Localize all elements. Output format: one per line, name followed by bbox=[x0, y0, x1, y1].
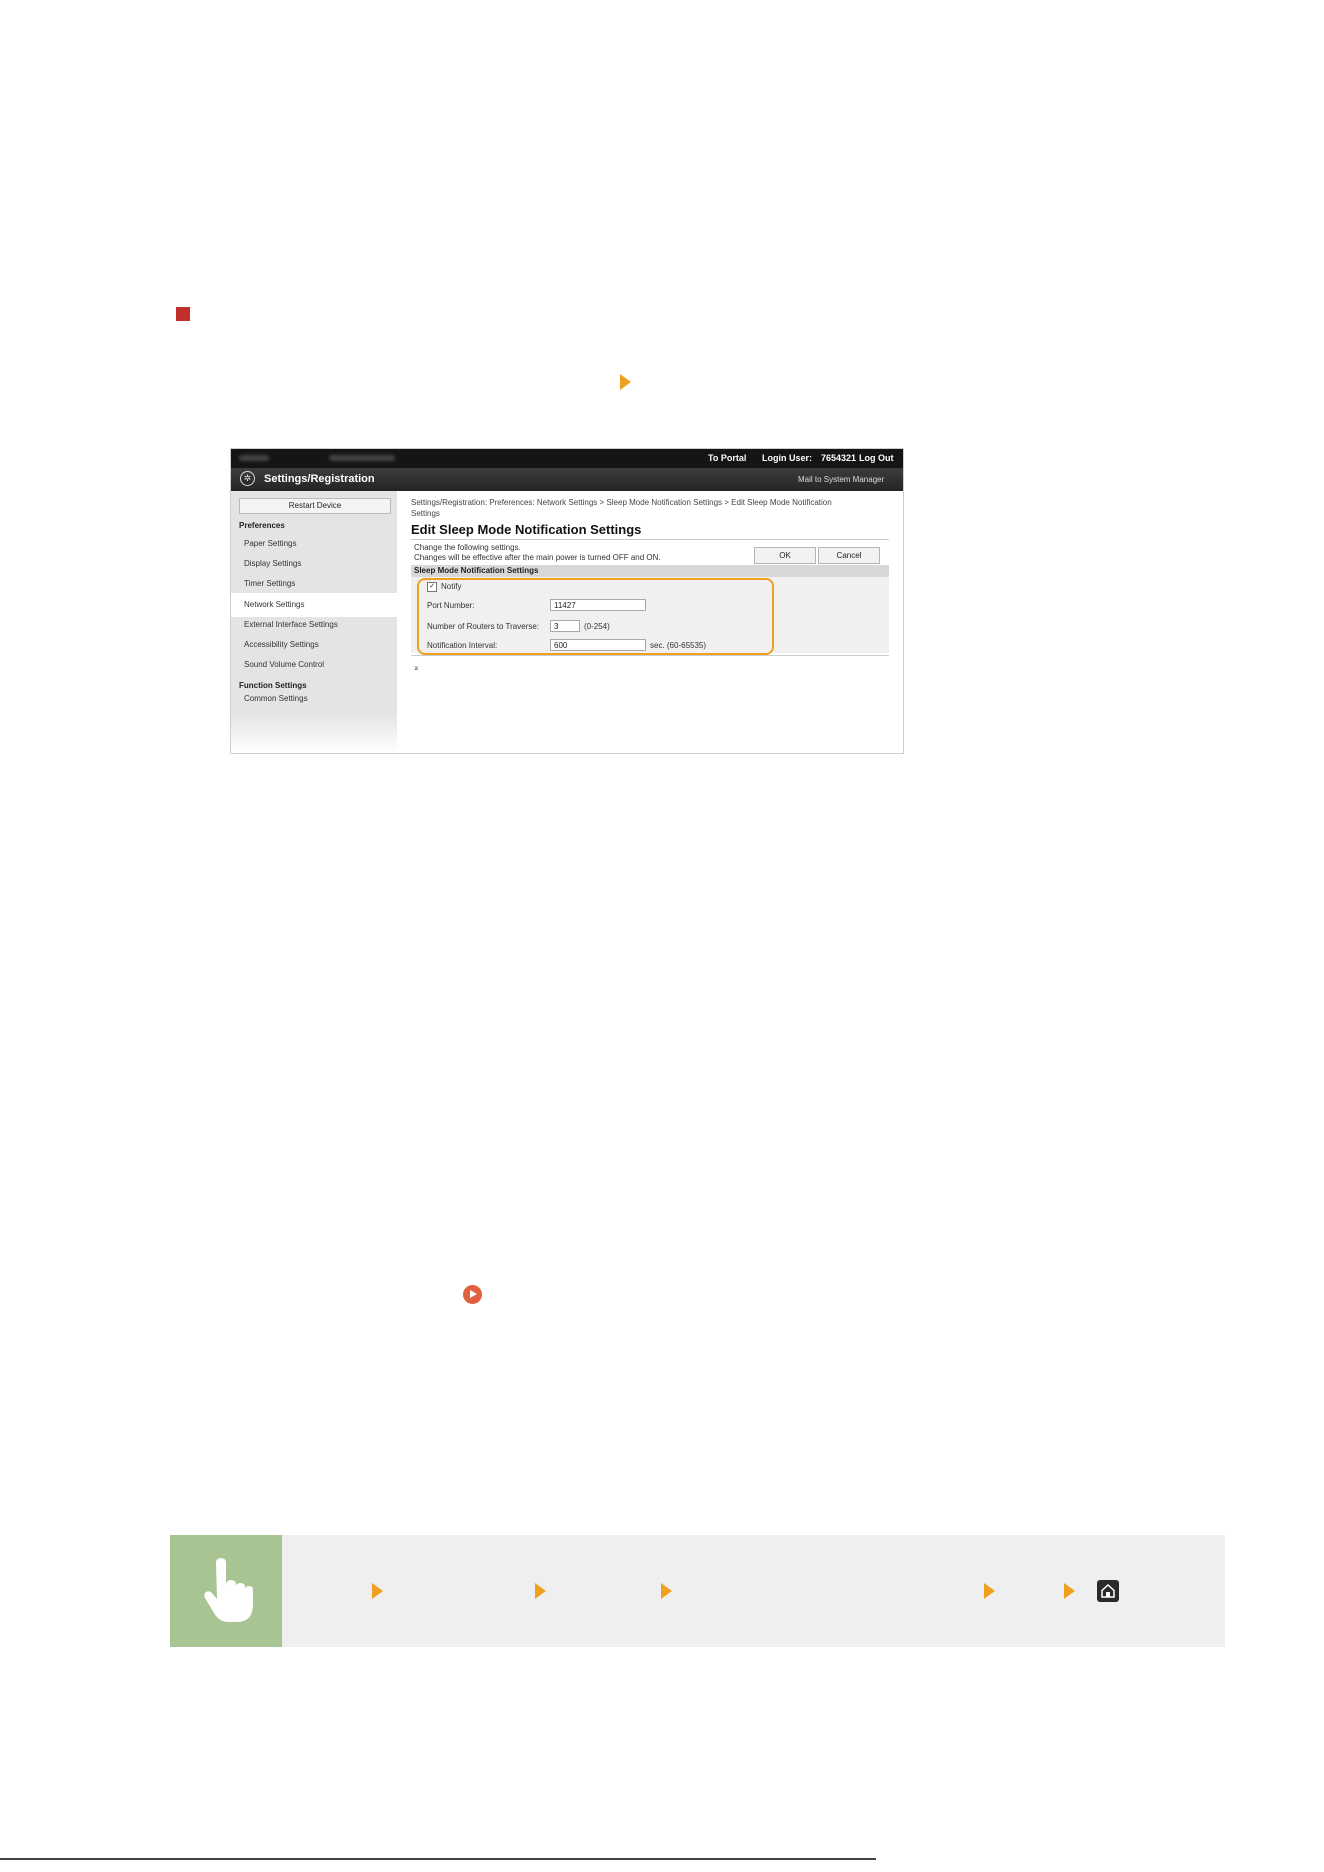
settings-gear-icon: ✲ bbox=[240, 471, 255, 486]
routers-label: Number of Routers to Traverse: bbox=[427, 622, 540, 631]
title-divider bbox=[411, 539, 889, 540]
notification-interval-label: Notification Interval: bbox=[427, 641, 498, 650]
main-panel bbox=[397, 491, 903, 753]
reference-link-icon[interactable] bbox=[463, 1285, 482, 1304]
routers-input[interactable]: 3 bbox=[550, 620, 580, 632]
notify-checkbox[interactable]: ✓ bbox=[427, 582, 437, 592]
notification-interval-input[interactable]: 600 bbox=[550, 639, 646, 651]
sidebar bbox=[231, 491, 397, 753]
sidebar-item-sound-volume-control[interactable]: Sound Volume Control bbox=[244, 660, 325, 669]
sidebar-item-timer-settings[interactable]: Timer Settings bbox=[244, 579, 296, 588]
home-key-icon bbox=[1097, 1580, 1119, 1602]
description-line-1: Change the following settings. bbox=[414, 543, 521, 552]
sidebar-item-display-settings[interactable]: Display Settings bbox=[244, 559, 302, 568]
sidebar-item-external-interface-settings[interactable]: External Interface Settings bbox=[244, 620, 338, 629]
login-user-label: Login User: bbox=[762, 453, 813, 463]
login-user-id: 7654321 bbox=[821, 453, 857, 463]
step-arrow-icon bbox=[661, 1583, 672, 1599]
preferences-heading: Preferences bbox=[239, 521, 285, 530]
step-arrow-icon bbox=[984, 1583, 995, 1599]
step-arrow-icon bbox=[535, 1583, 546, 1599]
sidebar-item-network-settings[interactable]: Network Settings bbox=[231, 593, 397, 617]
section-header: Sleep Mode Notification Settings bbox=[411, 565, 889, 577]
log-out-link[interactable]: Log Out bbox=[859, 453, 894, 463]
routers-range: (0-254) bbox=[584, 622, 610, 631]
sidebar-item-common-settings[interactable]: Common Settings bbox=[244, 694, 308, 703]
cancel-button[interactable]: Cancel bbox=[818, 547, 880, 564]
port-number-label: Port Number: bbox=[427, 601, 475, 610]
to-top-icon[interactable]: ⌅ bbox=[413, 663, 420, 672]
top-bar bbox=[231, 449, 903, 468]
footer-divider bbox=[0, 1858, 876, 1860]
step-arrow-icon bbox=[1064, 1583, 1075, 1599]
tip-hand-icon-box bbox=[170, 1535, 282, 1647]
function-settings-heading: Function Settings bbox=[239, 681, 307, 690]
sidebar-item-accessibility-settings[interactable]: Accessibility Settings bbox=[244, 640, 319, 649]
to-portal-link[interactable]: To Portal bbox=[708, 453, 747, 463]
page-title: Edit Sleep Mode Notification Settings bbox=[411, 522, 642, 537]
sidebar-fade bbox=[231, 713, 397, 753]
interval-range: sec. (60-65535) bbox=[650, 641, 707, 650]
title-bar bbox=[231, 468, 903, 491]
section-divider bbox=[411, 655, 889, 656]
ok-button[interactable]: OK bbox=[754, 547, 816, 564]
pointing-hand-icon bbox=[198, 1557, 254, 1623]
app-title: Settings/Registration bbox=[264, 473, 375, 485]
blurred-device-info bbox=[329, 455, 395, 461]
description-line-2: Changes will be effective after the main power is turned OFF and ON. bbox=[414, 553, 661, 562]
section-bullet-square bbox=[176, 307, 190, 321]
operation-panel-tip bbox=[170, 1535, 1225, 1647]
step-arrow-icon bbox=[620, 374, 631, 390]
description bbox=[414, 543, 661, 563]
restart-device-button[interactable]: Restart Device bbox=[239, 498, 391, 514]
notify-label: Notify bbox=[441, 582, 462, 591]
blurred-device-name bbox=[239, 455, 269, 461]
breadcrumb: Settings/Registration: Preferences: Network Settings > Sleep Mode Notification Settings > Edit Sleep Mode Notification Settings bbox=[411, 498, 832, 518]
highlight-frame bbox=[417, 578, 774, 655]
mail-system-manager-link[interactable]: Mail to System Manager bbox=[798, 475, 885, 484]
port-number-input[interactable]: 11427 bbox=[550, 599, 646, 611]
remote-ui-screenshot bbox=[231, 449, 903, 753]
step-arrow-icon bbox=[372, 1583, 383, 1599]
sidebar-item-paper-settings[interactable]: Paper Settings bbox=[244, 539, 297, 548]
